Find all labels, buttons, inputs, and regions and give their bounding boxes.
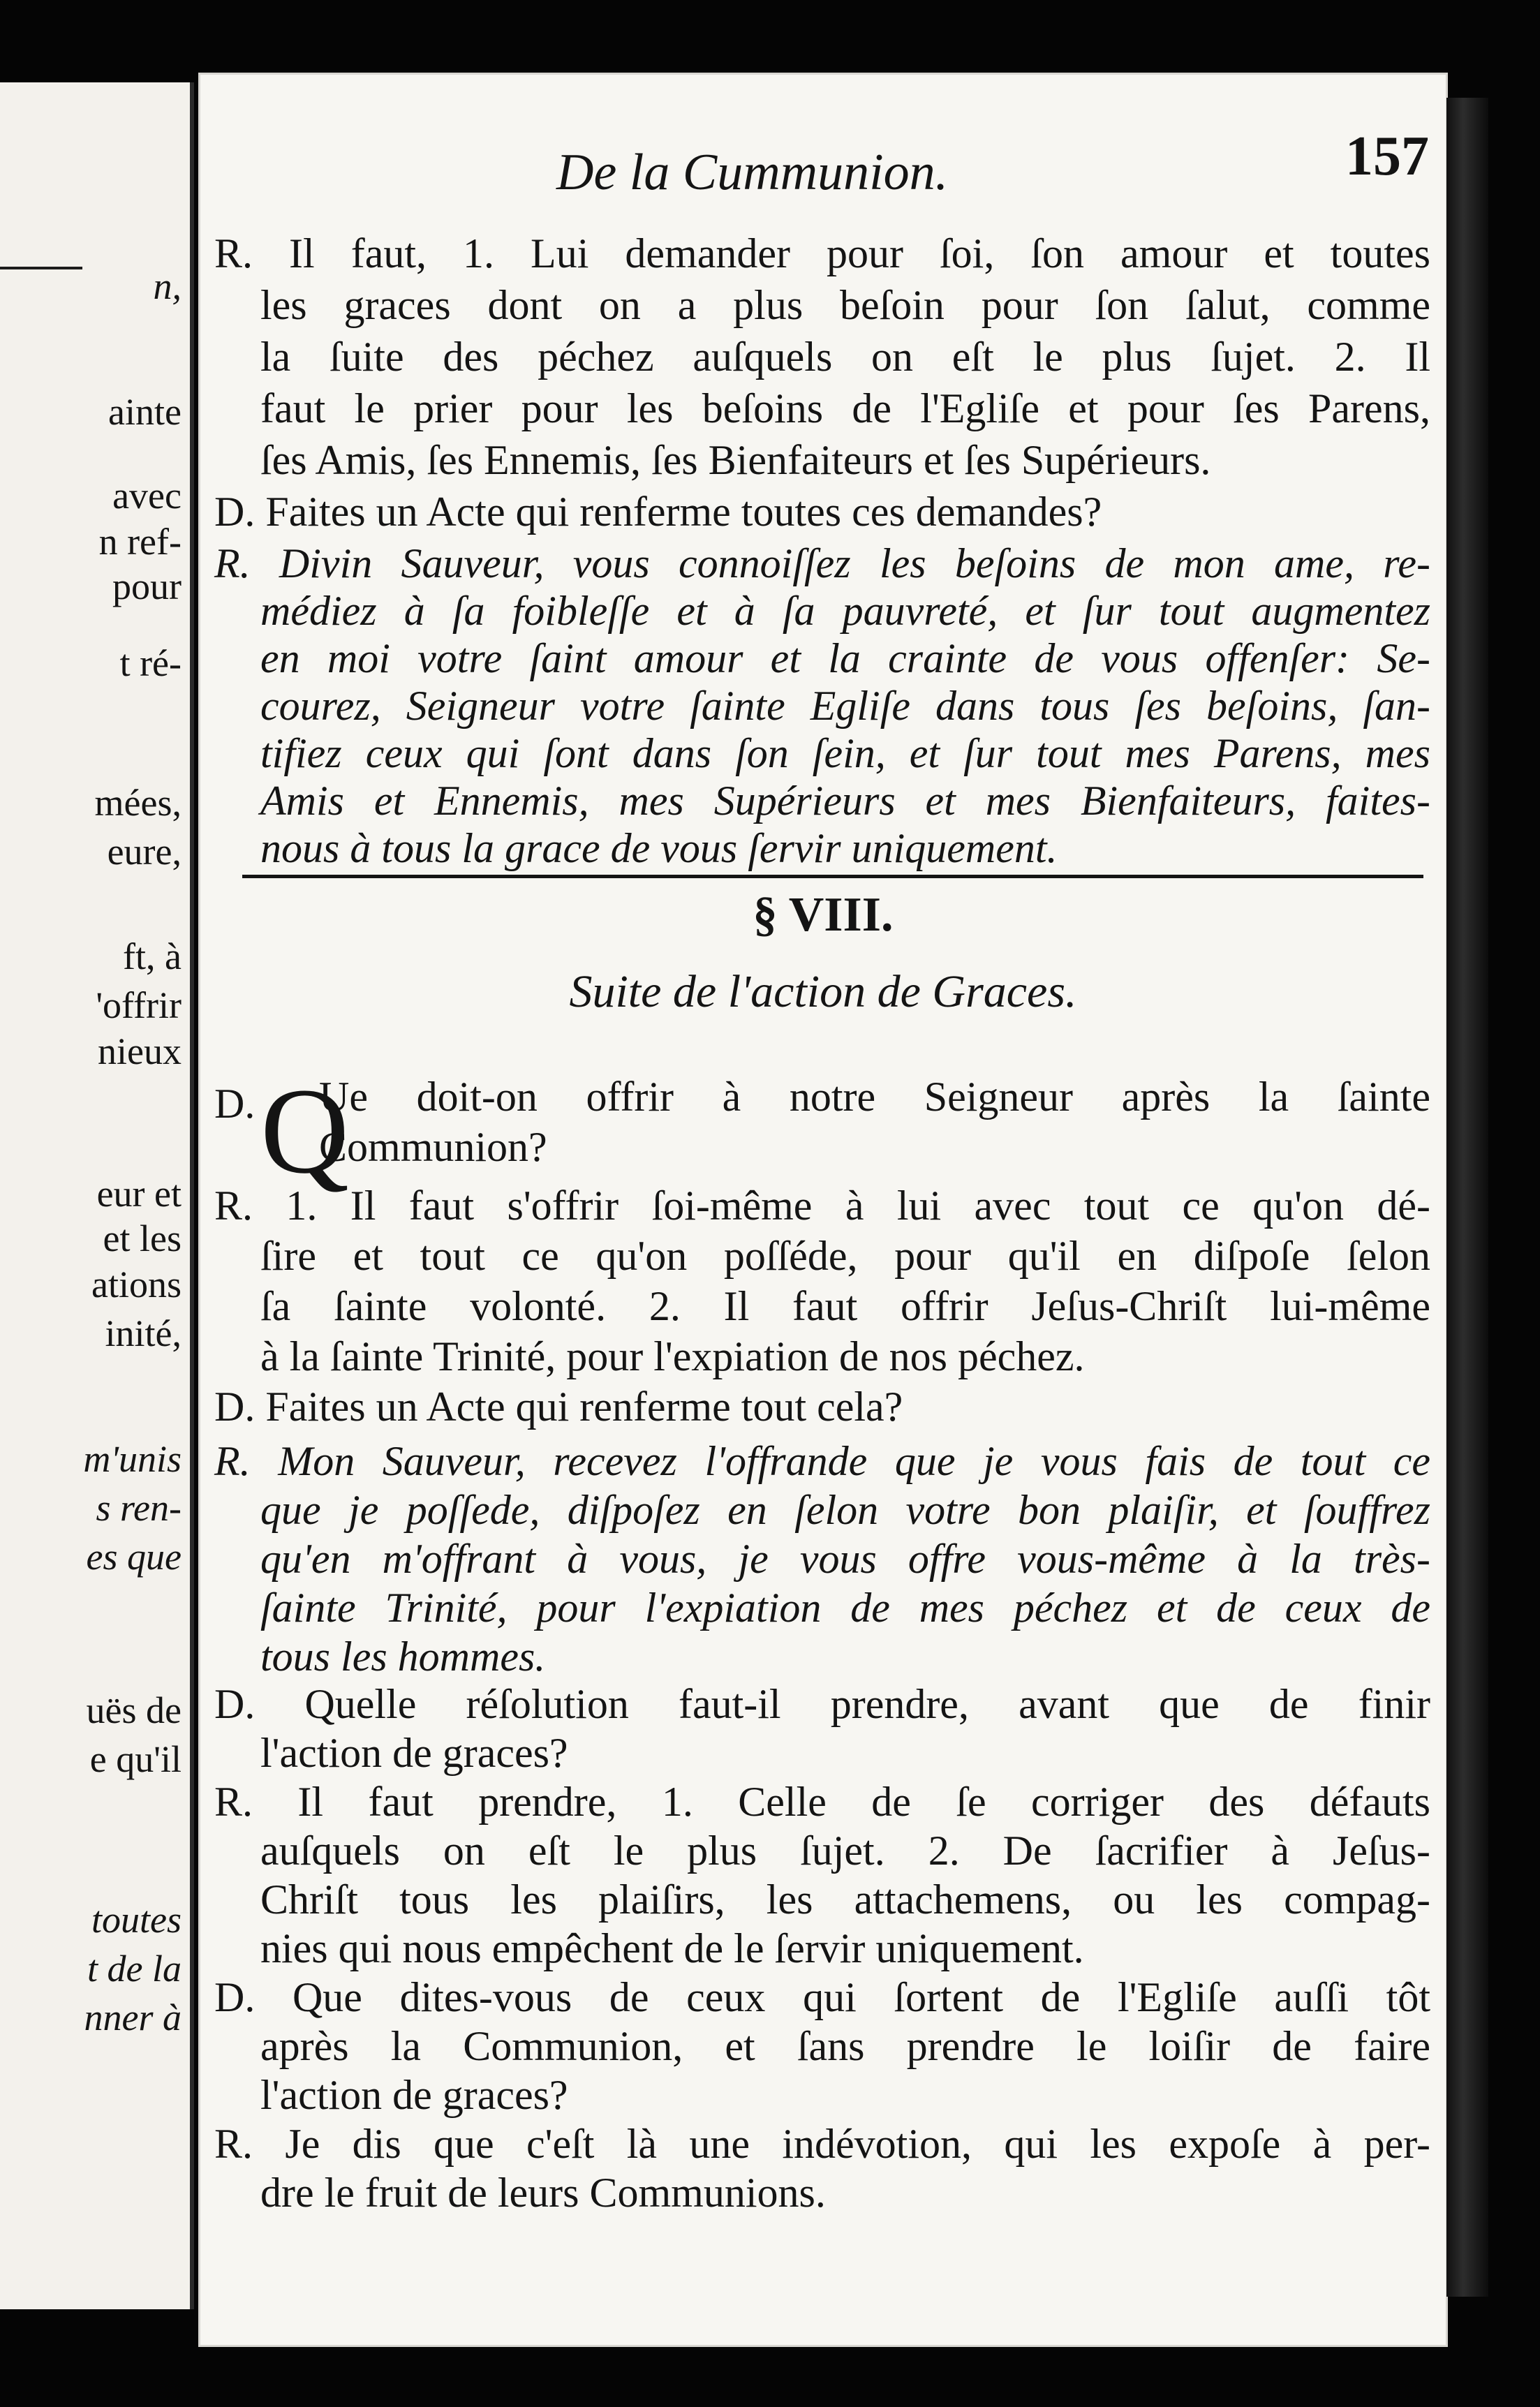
running-title: De la Cummunion.	[556, 144, 949, 201]
text-line: Amis et Ennemis, mes Supérieurs et mes Bienfaiteurs, faites-	[260, 778, 1430, 824]
left-page-fragment: ft, à	[123, 935, 182, 977]
section-rule	[242, 875, 1423, 878]
left-page-fragment: m'unis	[83, 1438, 182, 1480]
text-line: Chriſt tous les plaiſirs, les attachemens, ou les compag-	[260, 1876, 1430, 1923]
text-line: R. Je dis que c'eſt là une indévotion, qui les expoſe à per-	[214, 2121, 1430, 2167]
left-page-fragment: mées,	[94, 782, 182, 824]
left-page-fragment: 'offrir	[96, 984, 182, 1026]
left-page-fragment: ainte	[108, 391, 182, 433]
left-page-fragment: avec	[112, 475, 182, 517]
text-line: en moi votre ſaint amour et la crainte de vous offenſer: Se-	[260, 635, 1430, 681]
left-page-fragment: n,	[153, 265, 182, 307]
text-line: faut le prier pour les beſoins de l'Egliſe et pour ſes Parens,	[260, 385, 1430, 431]
left-page-fragment: n ref-	[98, 521, 182, 563]
left-page-fragment: eur et	[96, 1173, 182, 1215]
book-page	[198, 73, 1448, 2347]
text-line: Ue doit-on offrir à notre Seigneur après la ſainte	[319, 1074, 1430, 1120]
text-line: les graces dont on a plus beſoin pour ſon ſalut, comme	[260, 282, 1430, 328]
left-page-fragment: s ren-	[96, 1487, 182, 1529]
text-line: nies qui nous empêchent de le ſervir uniquement.	[260, 1925, 1084, 1971]
left-page-fragment: toutes	[91, 1899, 182, 1941]
text-line: tifiez ceux qui ſont dans ſon ſein, et ſur tout mes Parens, mes	[260, 730, 1430, 776]
left-page-rule	[0, 267, 82, 269]
left-page-fragment: eure,	[107, 831, 182, 873]
text-line: après la Communion, et ſans prendre le loiſir de faire	[260, 2023, 1430, 2069]
left-page-fragment: t de la	[87, 1948, 182, 1990]
left-page-fragment: e qu'il	[89, 1738, 182, 1780]
section-heading: § VIII.	[753, 888, 894, 942]
left-page-fragment: uës de	[86, 1689, 182, 1731]
text-line: R. Il faut prendre, 1. Celle de ſe corriger des défauts	[214, 1779, 1430, 1825]
section-subtitle: Suite de l'action de Graces.	[569, 966, 1077, 1017]
text-line: R. Divin Sauveur, vous connoiſſez les beſoins de mon ame, re-	[214, 540, 1430, 586]
page-edge	[1446, 98, 1488, 2297]
text-line: ſes Amis, ſes Ennemis, ſes Bienfaiteurs et ſes Supérieurs.	[260, 437, 1211, 483]
text-line: la ſuite des péchez auſquels on eſt le plus ſujet. 2. Il	[260, 334, 1430, 380]
text-line: D. Faites un Acte qui renferme tout cela?	[214, 1384, 903, 1430]
left-page-fragment: et les	[103, 1217, 182, 1259]
text-line: ſa ſainte volonté. 2. Il faut offrir Jeſus-Chriſt lui-même	[260, 1283, 1430, 1329]
left-page-fragment: t ré-	[119, 642, 182, 684]
text-line: ſainte Trinité, pour l'expiation de mes péchez et de ceux de	[260, 1585, 1430, 1631]
text-line: l'action de graces?	[260, 2072, 568, 2118]
text-line: auſquels on eſt le plus ſujet. 2. De ſacrifier à Jeſus-	[260, 1828, 1430, 1874]
left-page-fragment: pour	[112, 565, 182, 607]
text-line: courez, Seigneur votre ſainte Egliſe dans tous ſes beſoins, ſan-	[260, 683, 1430, 729]
text-line: l'action de graces?	[260, 1730, 568, 1776]
question-prefix: D.	[214, 1081, 256, 1127]
text-line: médiez à ſa foibleſſe et à ſa pauvreté, et ſur tout augmentez	[260, 588, 1430, 634]
drop-cap: Q	[260, 1063, 350, 1199]
text-line: nous à tous la grace de vous ſervir uniquement.	[260, 825, 1058, 871]
text-line: D. Quelle réſolution faut-il prendre, avant que de finir	[214, 1681, 1430, 1727]
left-page-fragment: nner à	[84, 1997, 182, 2038]
left-page-fragment: nieux	[98, 1030, 182, 1072]
text-line: R. Mon Sauveur, recevez l'offrande que je vous fais de tout ce	[214, 1438, 1430, 1484]
page-number: 157	[1345, 126, 1429, 187]
text-line: R. Il faut, 1. Lui demander pour ſoi, ſon amour et toutes	[214, 230, 1430, 276]
text-line: ſire et tout ce qu'on poſſéde, pour qu'il en diſpoſe ſelon	[260, 1233, 1430, 1279]
text-line: D. Que dites-vous de ceux qui ſortent de l'Egliſe auſſi tôt	[214, 1974, 1430, 2020]
text-line: qu'en m'offrant à vous, je vous offre vous-même à la très-	[260, 1536, 1430, 1582]
text-line: R. 1. Il faut s'offrir ſoi-même à lui avec tout ce qu'on dé-	[214, 1183, 1430, 1229]
text-line: Communion?	[319, 1124, 547, 1170]
text-line: à la ſainte Trinité, pour l'expiation de nos péchez.	[260, 1333, 1085, 1379]
text-line: D. Faites un Acte qui renferme toutes ces demandes?	[214, 489, 1102, 535]
left-page-fragment: ations	[91, 1264, 182, 1305]
text-line: tous les hommes.	[260, 1634, 546, 1680]
text-line: dre le fruit de leurs Communions.	[260, 2170, 826, 2216]
left-page-fragment: inité,	[105, 1312, 182, 1354]
left-facing-page	[0, 82, 194, 2309]
left-page-fragment: es que	[86, 1536, 182, 1578]
text-line: que je poſſede, diſpoſez en ſelon votre bon plaiſir, et ſouffrez	[260, 1487, 1430, 1533]
